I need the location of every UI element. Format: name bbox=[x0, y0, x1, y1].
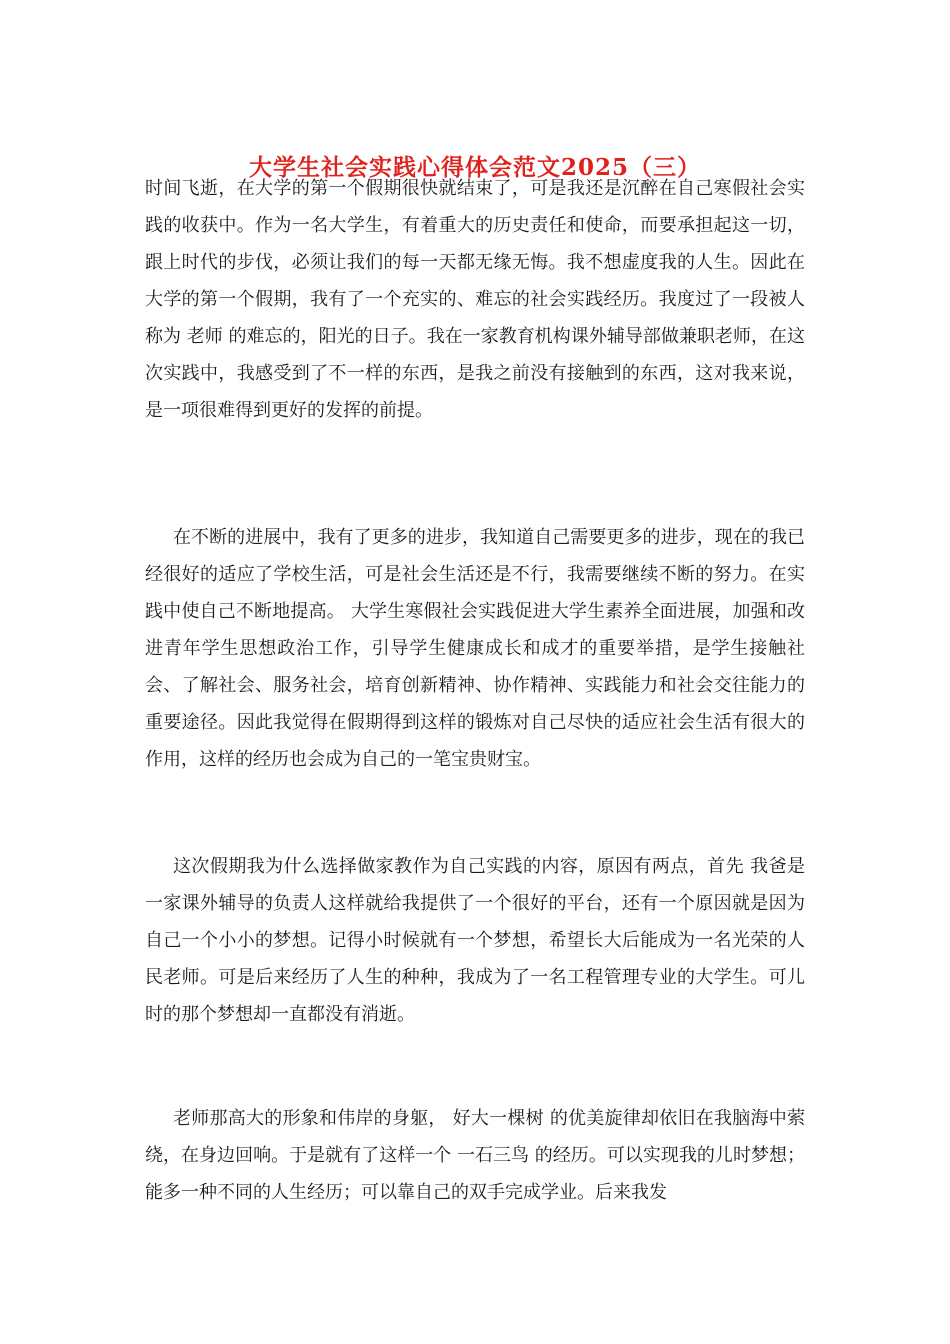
paragraph-4: 老师那高大的形象和伟岸的身躯， 好大一棵树 的优美旋律却依旧在我脑海中萦绕，在身边回响。于是就有了这样一个 一石三鸟 的经历。可以实现我的儿时梦想；能多一种不同的人生经历；可以靠自己的双手完成学业。后来我发 bbox=[145, 1108, 805, 1203]
paragraph-1: 时间飞逝，在大学的第一个假期很快就结束了，可是我还是沉醉在自己寒假社会实践的收获中。作为一名大学生，有着重大的历史责任和使命，而要承担起这一切，跟上时代的步伐，必须让我们的每一天都无缘无悔。我不想虚度我的人生。因此在大学的第一个假期，我有了一个充实的、难忘的社会实践经历。我度过了一段被人称为 老师 的难忘的，阳光的日子。我在一家教育机构课外辅导部做兼职老师，在这次实践中，我感受到了不一样的东西，是我之前没有接触到的东西，这对我来说，是一项很难得到更好的发挥的前提。 bbox=[145, 178, 805, 421]
document-title: 大学生社会实践心得体会范文2025（三） bbox=[248, 154, 701, 181]
paragraph-2: 在不断的进展中，我有了更多的进步，我知道自己需要更多的进步，现在的我已经很好的适应了学校生活，可是社会生活还是不行，我需要继续不断的努力。在实践中使自己不断地提高。 大学生寒假社会实践促进大学生素养全面进展，加强和改进青年学生思想政治工作，引导学生健康成长和成才的重要举措，是学生接触社会、了解社会、服务社会，培育创新精神、协作精神、实践能力和社会交往能力的重要途径。因此我觉得在假期得到这样的锻炼对自己尽快的适应社会生活有很大的作用，这样的经历也会成为自己的一笔宝贵财宝。 bbox=[145, 527, 805, 770]
paragraph-3: 这次假期我为什么选择做家教作为自己实践的内容，原因有两点，首先 我爸是一家课外辅导的负责人这样就给我提供了一个很好的平台，还有一个原因就是因为自己一个小小的梦想。记得小时候就有一个梦想，希望长大后能成为一名光荣的人民老师。可是后来经历了人生的种种，我成为了一名工程管理专业的大学生。可儿时的那个梦想却一直都没有消逝。 bbox=[145, 856, 805, 1025]
